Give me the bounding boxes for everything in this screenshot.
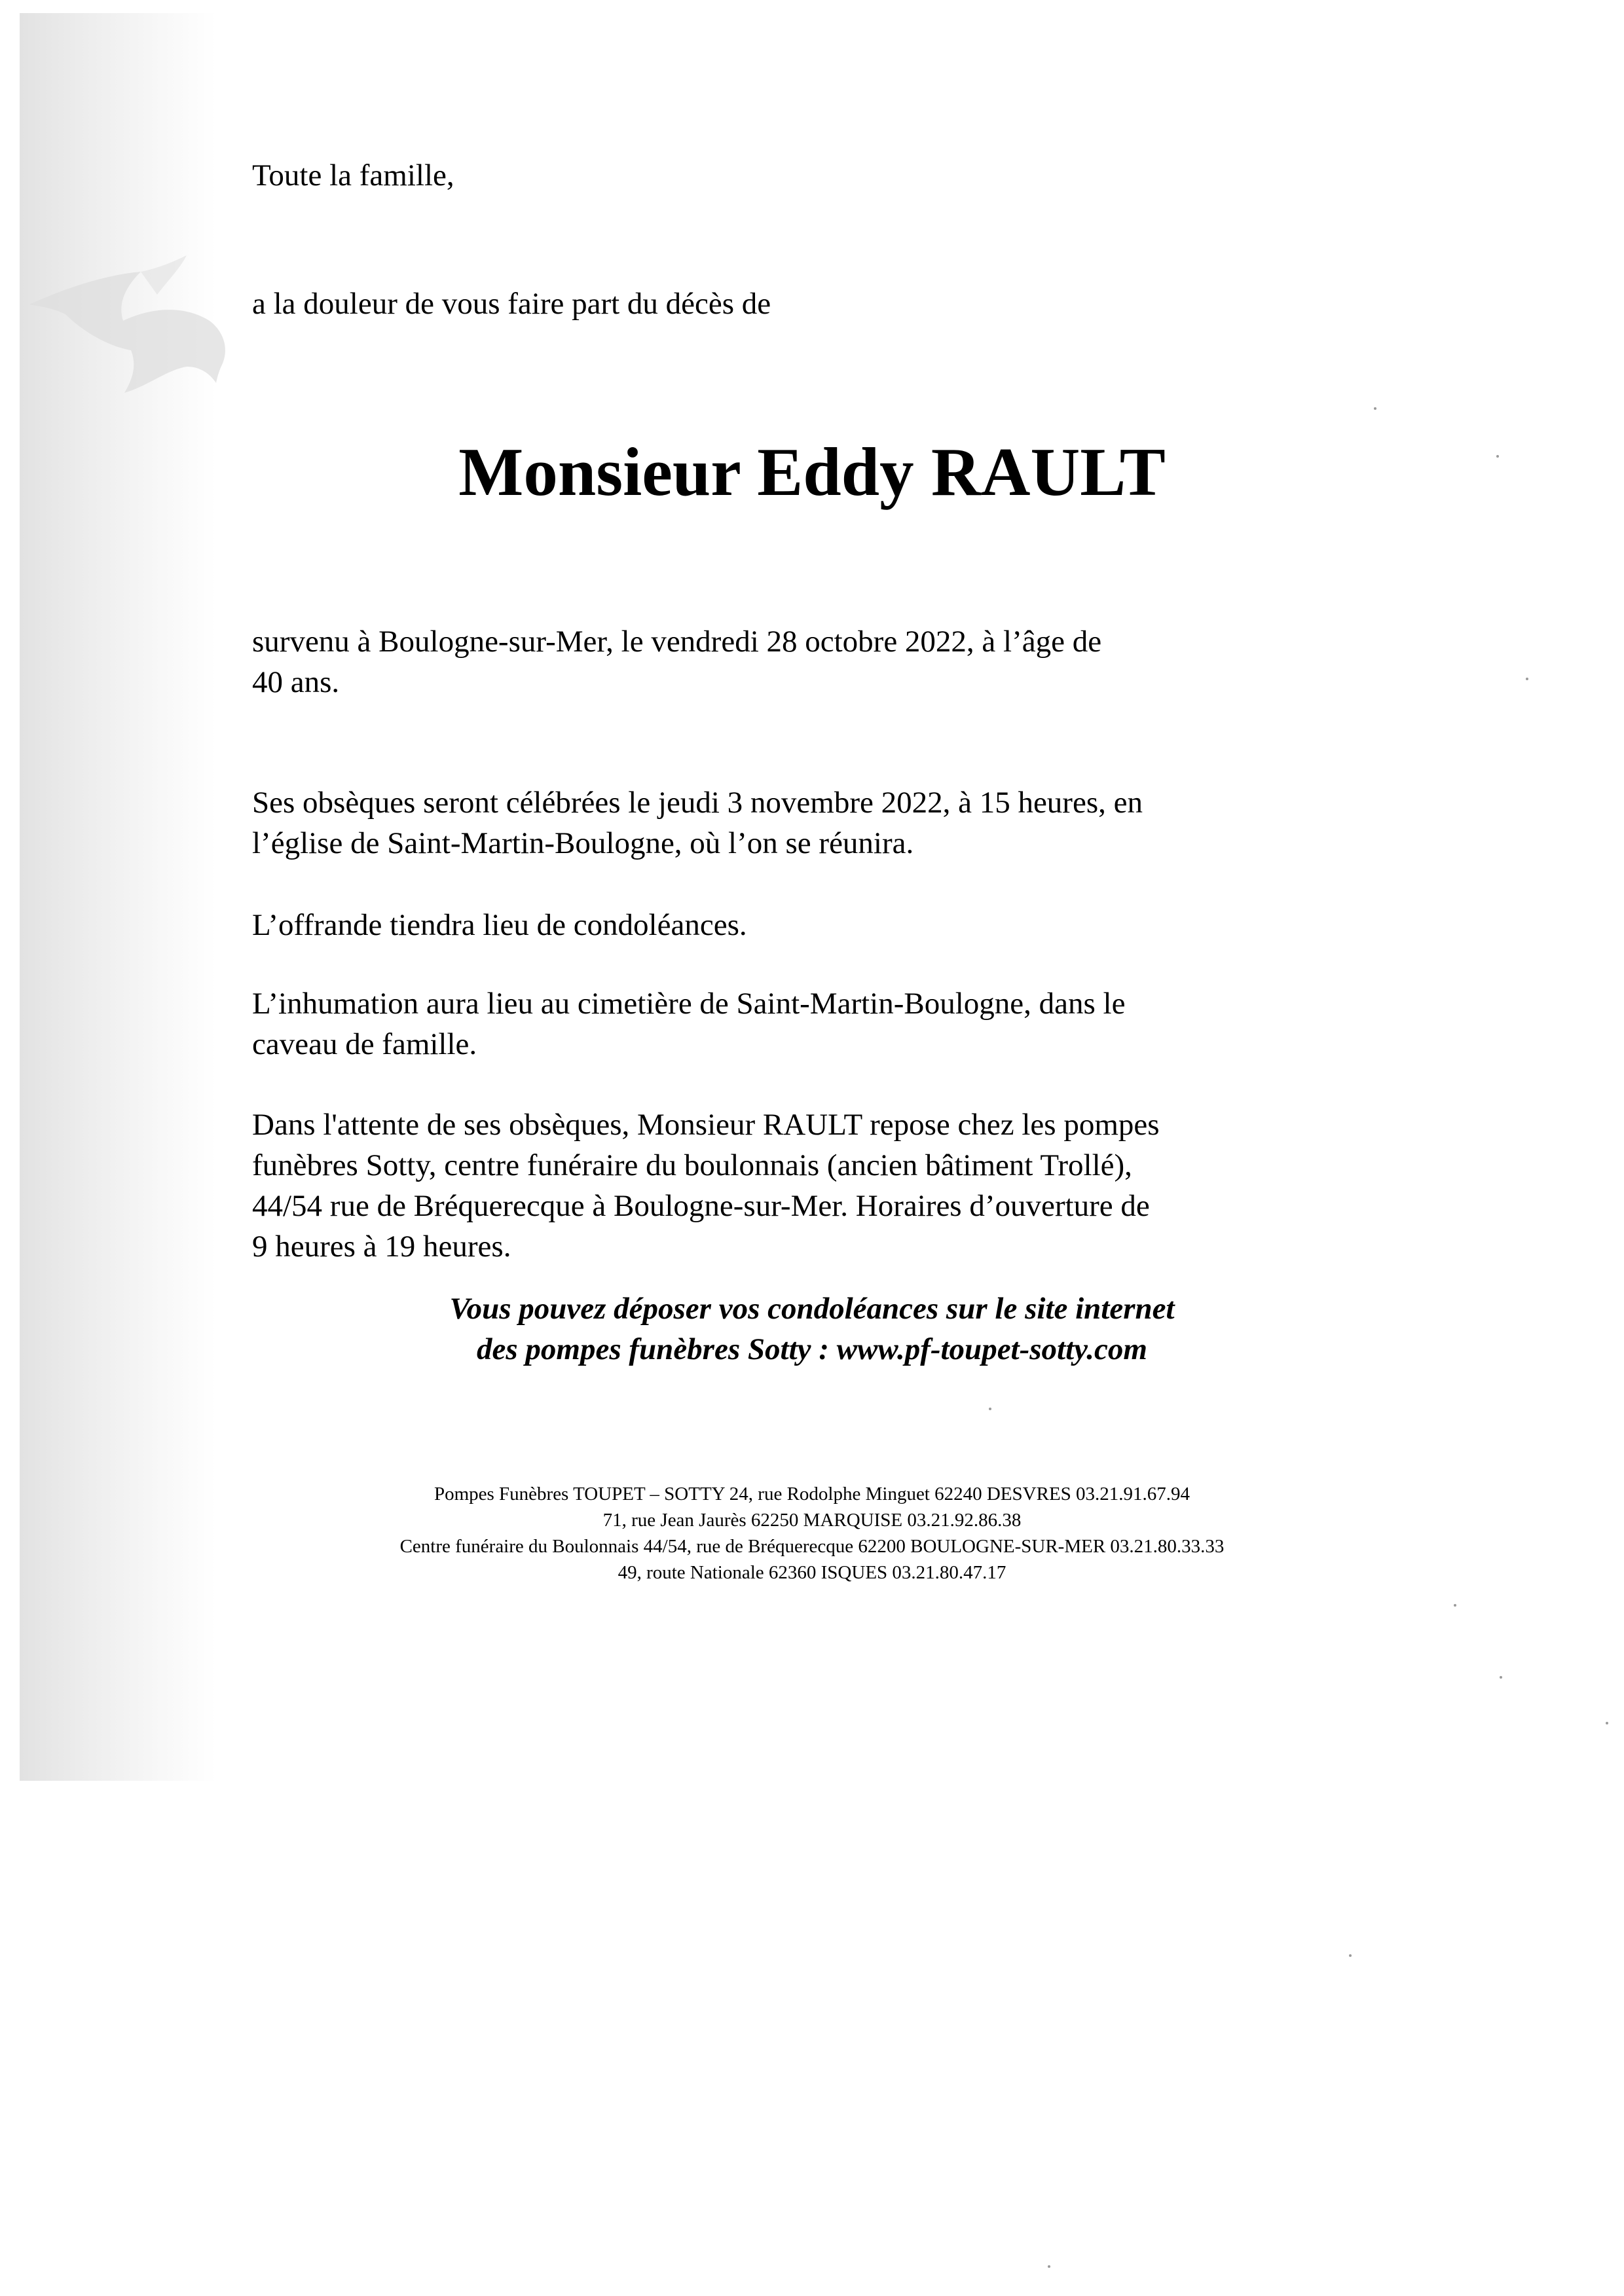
repose-line: 9 heures à 19 heures.: [252, 1230, 511, 1264]
funeral-home-footer: [131, 1481, 1493, 1586]
condolences-line: Vous pouvez déposer vos condoléances sur le site internet: [449, 1292, 1175, 1326]
footer-line: 49, route Nationale 62360 ISQUES 03.21.80.47.17: [618, 1562, 1006, 1583]
death-notice-line: survenu à Boulogne-sur-Mer, le vendredi 28 octobre 2022, à l’âge de: [252, 625, 1102, 659]
footer-line: Pompes Funèbres TOUPET – SOTTY 24, rue Rodolphe Minguet 62240 DESVRES 03.21.91.67.94: [434, 1484, 1190, 1504]
repose-line: Dans l'attente de ses obsèques, Monsieur RAULT repose chez les pompes: [252, 1108, 1160, 1142]
repose-line: funèbres Sotty, centre funéraire du boulonnais (ancien bâtiment Trollé),: [252, 1148, 1132, 1182]
scan-speck: [1374, 407, 1376, 410]
scan-speck: [989, 1408, 991, 1410]
funeral-paragraph: [252, 782, 1339, 864]
scan-speck: [1500, 1676, 1502, 1679]
announcement-line: a la douleur de vous faire part du décès de: [252, 287, 771, 321]
scan-speck: [1454, 1604, 1456, 1607]
condolences-website-line: des pompes funèbres Sotty : www.pf-toupet-sotty.com: [477, 1332, 1147, 1366]
burial-paragraph: [252, 983, 1339, 1065]
burial-line: caveau de famille.: [252, 1027, 477, 1061]
opening-line: Toute la famille,: [252, 158, 454, 192]
scan-speck: [1349, 1954, 1352, 1957]
repose-line: 44/54 rue de Bréquerecque à Boulogne-sur-Mer. Horaires d’ouverture de: [252, 1189, 1150, 1223]
footer-line: Centre funéraire du Boulonnais 44/54, rue de Bréquerecque 62200 BOULOGNE-SUR-MER 03.21.80.33.33: [399, 1536, 1225, 1557]
dove-watermark-icon: [26, 242, 236, 399]
burial-line: L’inhumation aura lieu au cimetière de Saint-Martin-Boulogne, dans le: [252, 987, 1126, 1021]
funeral-line: l’église de Saint-Martin-Boulogne, où l’on se réunira.: [252, 826, 914, 860]
offering-line: L’offrande tiendra lieu de condoléances.: [252, 908, 747, 942]
scan-speck: [1048, 2265, 1050, 2268]
condolences-notice: [131, 1288, 1493, 1370]
deceased-name: Monsieur Eddy RAULT: [458, 433, 1166, 510]
death-notice-paragraph: [252, 621, 1339, 702]
funeral-line: Ses obsèques seront célébrées le jeudi 3 novembre 2022, à 15 heures, en: [252, 786, 1143, 820]
repose-paragraph: [252, 1104, 1339, 1267]
scan-speck: [1526, 678, 1528, 680]
death-notice-line: 40 ans.: [252, 665, 340, 699]
footer-line: 71, rue Jean Jaurès 62250 MARQUISE 03.21.92.86.38: [602, 1510, 1022, 1531]
scan-speck: [1606, 1722, 1608, 1724]
